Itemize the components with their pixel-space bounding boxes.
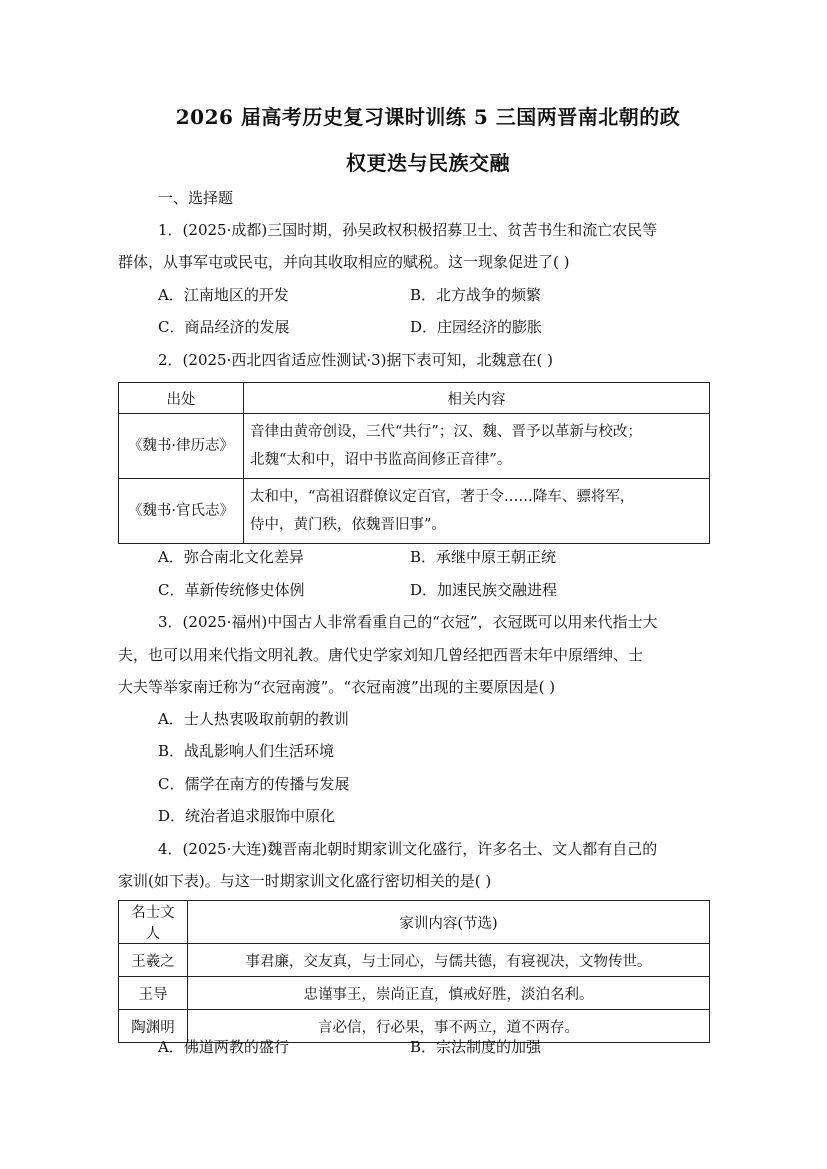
q4-stem-line-1: 4．(2025·大连)魏晋南北朝时期家训文化盛行，许多名士、文人都有自己的	[158, 840, 658, 858]
q4-option-a[interactable]: A．佛道两教的盛行	[158, 1038, 289, 1056]
q1-stem-line-1: 1．(2025·成都)三国时期，孙吴政权积极招募卫士、贫苦书生和流亡农民等	[158, 221, 658, 239]
table-cell-content	[244, 479, 710, 544]
q3-stem-line-1: 3．(2025·福州)中国古人非常看重自己的“衣冠”，衣冠既可以用来代指士大	[158, 613, 658, 631]
section-heading: 一、选择题	[158, 189, 234, 207]
table-row	[119, 944, 710, 977]
table-cell-source: 《魏书·律历志》	[119, 414, 244, 479]
q1-option-d[interactable]: D．庄园经济的膨胀	[410, 318, 543, 336]
q4-stem-line-2: 家训(如下表)。与这一时期家训文化盛行密切相关的是( )	[118, 872, 492, 890]
table-cell-name: 王羲之	[119, 944, 188, 977]
q3-stem-line-3: 大夫等举家南迁称为“衣冠南渡”。“衣冠南渡”出现的主要原因是( )	[118, 678, 556, 696]
table-cell-name: 王导	[119, 977, 188, 1010]
q2-stem-line-1: 2．(2025·西北四省适应性测试·3)据下表可知，北魏意在( )	[158, 351, 553, 369]
content-line: 侍中，黄门秩，依魏晋旧事”。	[250, 517, 446, 533]
content-line: 北魏“太和中，诏中书监高闾修正音律”。	[250, 452, 512, 468]
q2-option-d[interactable]: D．加速民族交融进程	[410, 581, 558, 599]
q3-stem-line-2: 夫，也可以用来代指文明礼教。唐代史学家刘知几曾经把西晋末年中原缙绅、士	[118, 646, 644, 664]
q1-option-c[interactable]: C．商品经济的发展	[158, 318, 290, 336]
q2-option-b[interactable]: B．承继中原王朝正统	[410, 548, 557, 566]
q3-option-b[interactable]: B．战乱影响人们生活环境	[158, 742, 335, 760]
q3-option-d[interactable]: D．统治者追求服饰中原化	[158, 807, 336, 825]
table-header-cell: 出处	[119, 383, 244, 414]
q1-stem-line-2: 群体，从事军屯或民屯，并向其收取相应的赋税。这一现象促进了( )	[118, 253, 570, 271]
q4-option-b[interactable]: B．宗法制度的加强	[410, 1038, 542, 1056]
q3-option-a[interactable]: A．士人热衷吸取前朝的教训	[158, 710, 349, 728]
q4-family-instructions-table	[118, 900, 710, 1043]
q1-option-a[interactable]: A．江南地区的开发	[158, 286, 289, 304]
table-header-cell: 家训内容(节选)	[188, 901, 710, 944]
document-title-line-1: 2026 届高考历史复习课时训练 5 三国两晋南北朝的政	[175, 105, 681, 129]
content-line: 音律由黄帝创设，三代“共行”；汉、魏、晋予以革新与校改；	[250, 424, 642, 440]
table-cell-content: 事君廉，交友真，与士同心，与儒共德，有寝视决，文物传世。	[188, 944, 710, 977]
q2-option-c[interactable]: C．革新传统修史体例	[158, 581, 305, 599]
table-cell-content: 言必信，行必果，事不两立，道不两存。	[188, 1010, 710, 1043]
table-cell-source: 《魏书·官氏志》	[119, 479, 244, 544]
content-line: 太和中，“高祖诏群僚议定百官，著于令……降车、骠将军，	[250, 489, 635, 505]
table-cell-content: 忠谨事王，崇尚正直，慎戒好胜，淡泊名利。	[188, 977, 710, 1010]
table-header-cell: 名士文人	[119, 901, 188, 944]
q3-option-c[interactable]: C．儒学在南方的传播与发展	[158, 775, 350, 793]
q2-option-a[interactable]: A．弥合南北文化差异	[158, 548, 304, 566]
q1-option-b[interactable]: B．北方战争的频繁	[410, 286, 542, 304]
table-header-cell: 相关内容	[244, 383, 710, 414]
table-header-row	[119, 901, 710, 944]
q2-source-table	[118, 382, 710, 544]
table-cell-name: 陶渊明	[119, 1010, 188, 1043]
table-row	[119, 479, 710, 544]
table-row	[119, 977, 710, 1010]
table-cell-content	[244, 414, 710, 479]
table-header-row	[119, 383, 710, 414]
document-title-line-2: 权更迭与民族交融	[346, 151, 510, 175]
table-row	[119, 414, 710, 479]
